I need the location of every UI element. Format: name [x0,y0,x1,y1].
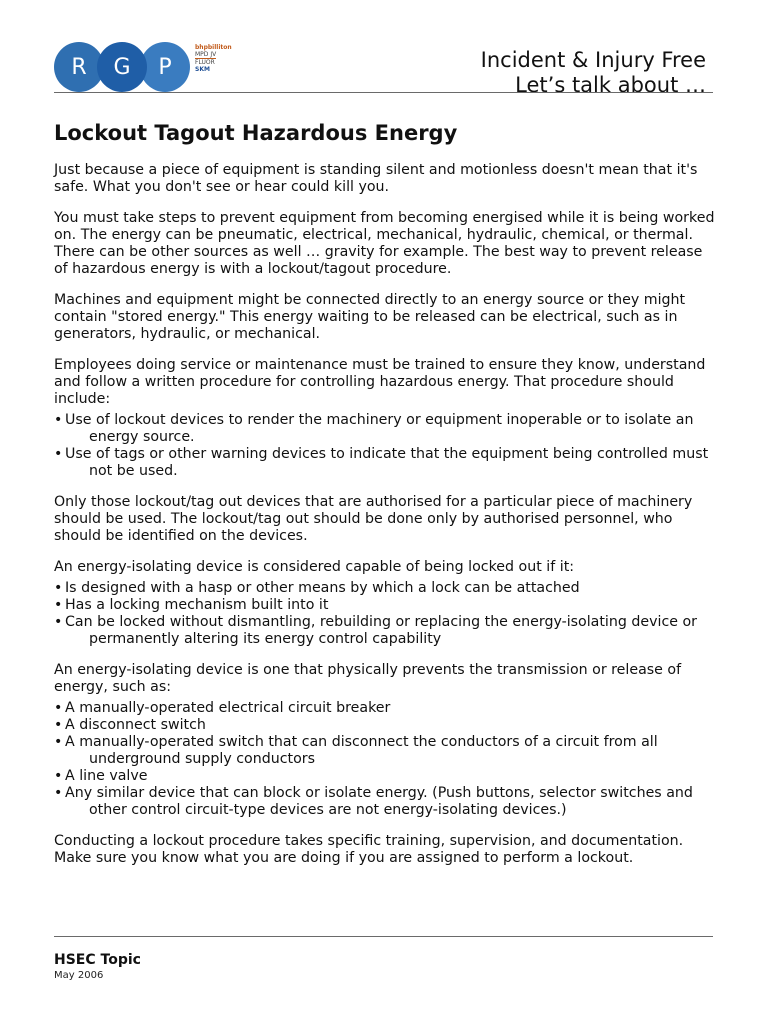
paragraph: You must take steps to prevent equipment from becoming energised while it is being worked on. The energy can be pneumatic, electrical, mechanical, hydraulic, chemical, or thermal. There can be other sources as well … gravity for example. The best way to prevent release of hazardous energy is with a lockout/tagout procedure. [54,210,715,277]
partner-mpd: MPD JV [195,51,217,58]
bullet-icon: • [54,700,63,716]
bullet-icon: • [54,597,63,613]
list-item [54,717,718,734]
tagline-line-1: Incident & Injury Free [480,48,706,72]
capable-list [54,580,718,648]
footer-date: May 2006 [54,970,104,981]
list-item [54,700,718,717]
paragraph: Employees doing service or maintenance must be trained to ensure they know, understand and follow a written procedure for controlling hazardous energy. That procedure should include: [54,357,706,407]
partner-skm: SKM [195,66,210,73]
paragraph: Only those lockout/tag out devices that are authorised for a particular piece of machinery should be used. The lockout/tag out should be done only by authorised personnel, who should be identified on the devices. [54,494,693,544]
devices-list [54,700,718,819]
list-item-text: Has a locking mechanism built into it [65,597,329,613]
list-item [54,768,718,785]
bullet-icon: • [54,717,63,733]
paragraph: Machines and equipment might be connected directly to an energy source or they might contain "stored energy." This energy waiting to be released can be electrical, such as in generators, hydraulic, or mechanical. [54,292,686,342]
logo-circle-p: P [140,42,190,92]
bullet-icon: • [54,614,63,630]
rgp-logo [54,42,234,92]
paragraph: Just because a piece of equipment is standing silent and motionless doesn't mean that it's safe. What you don't see or hear could kill you. [54,162,698,195]
list-item [54,614,718,648]
bullet-icon: • [54,785,63,801]
logo-circle-r: R [54,42,104,92]
bullet-icon: • [54,412,63,428]
list-item-text: A manually-operated electrical circuit breaker [65,700,391,716]
bullet-icon: • [54,768,63,784]
header-divider [54,92,713,93]
list-item [54,597,718,614]
bullet-icon: • [54,446,63,462]
partner-bhp: bhpbilliton [195,44,232,51]
list-item-text: A line valve [65,768,148,784]
paragraph: An energy-isolating device is one that physically prevents the transmission or release of energy, such as: [54,662,682,695]
list-item [54,412,718,446]
list-item [54,734,718,768]
list-item-text: A disconnect switch [65,717,206,733]
procedure-list [54,412,718,480]
list-item-text: A manually-operated switch that can disconnect the conductors of a circuit from all underground supply conductors [65,734,658,767]
logo-circle-g: G [97,42,147,92]
paragraph: An energy-isolating device is considered capable of being locked out if it: [54,559,575,575]
list-item-text: Is designed with a hasp or other means by which a lock can be attached [65,580,580,596]
list-item-text: Use of lockout devices to render the machinery or equipment inoperable or to isolate an energy source. [65,412,694,445]
partner-logos [195,44,239,90]
list-item-text: Any similar device that can block or isolate energy. (Push buttons, selector switches and other control circuit-type devices are not energy-isolating devices.) [65,785,693,818]
list-item [54,580,718,597]
page-title: Lockout Tagout Hazardous Energy [54,121,458,145]
header-tagline [481,48,706,94]
tagline-line-2: Let’s talk about … [515,73,706,94]
list-item-text: Can be locked without dismantling, rebuilding or replacing the energy-isolating device or permanently altering its energy control capability [65,614,698,647]
document-body [54,118,718,881]
bullet-icon: • [54,734,63,750]
partner-fluor: FLUOR [195,59,215,66]
paragraph: Conducting a lockout procedure takes specific training, supervision, and documentation. Make sure you know what you are doing if you are assigned to perform a lockout. [54,833,684,866]
bullet-icon: • [54,580,63,596]
list-item [54,785,718,819]
list-item [54,446,718,480]
list-item-text: Use of tags or other warning devices to indicate that the equipment being controlled must not be used. [65,446,709,479]
footer-divider [54,936,713,937]
footer-title: HSEC Topic [54,952,141,968]
